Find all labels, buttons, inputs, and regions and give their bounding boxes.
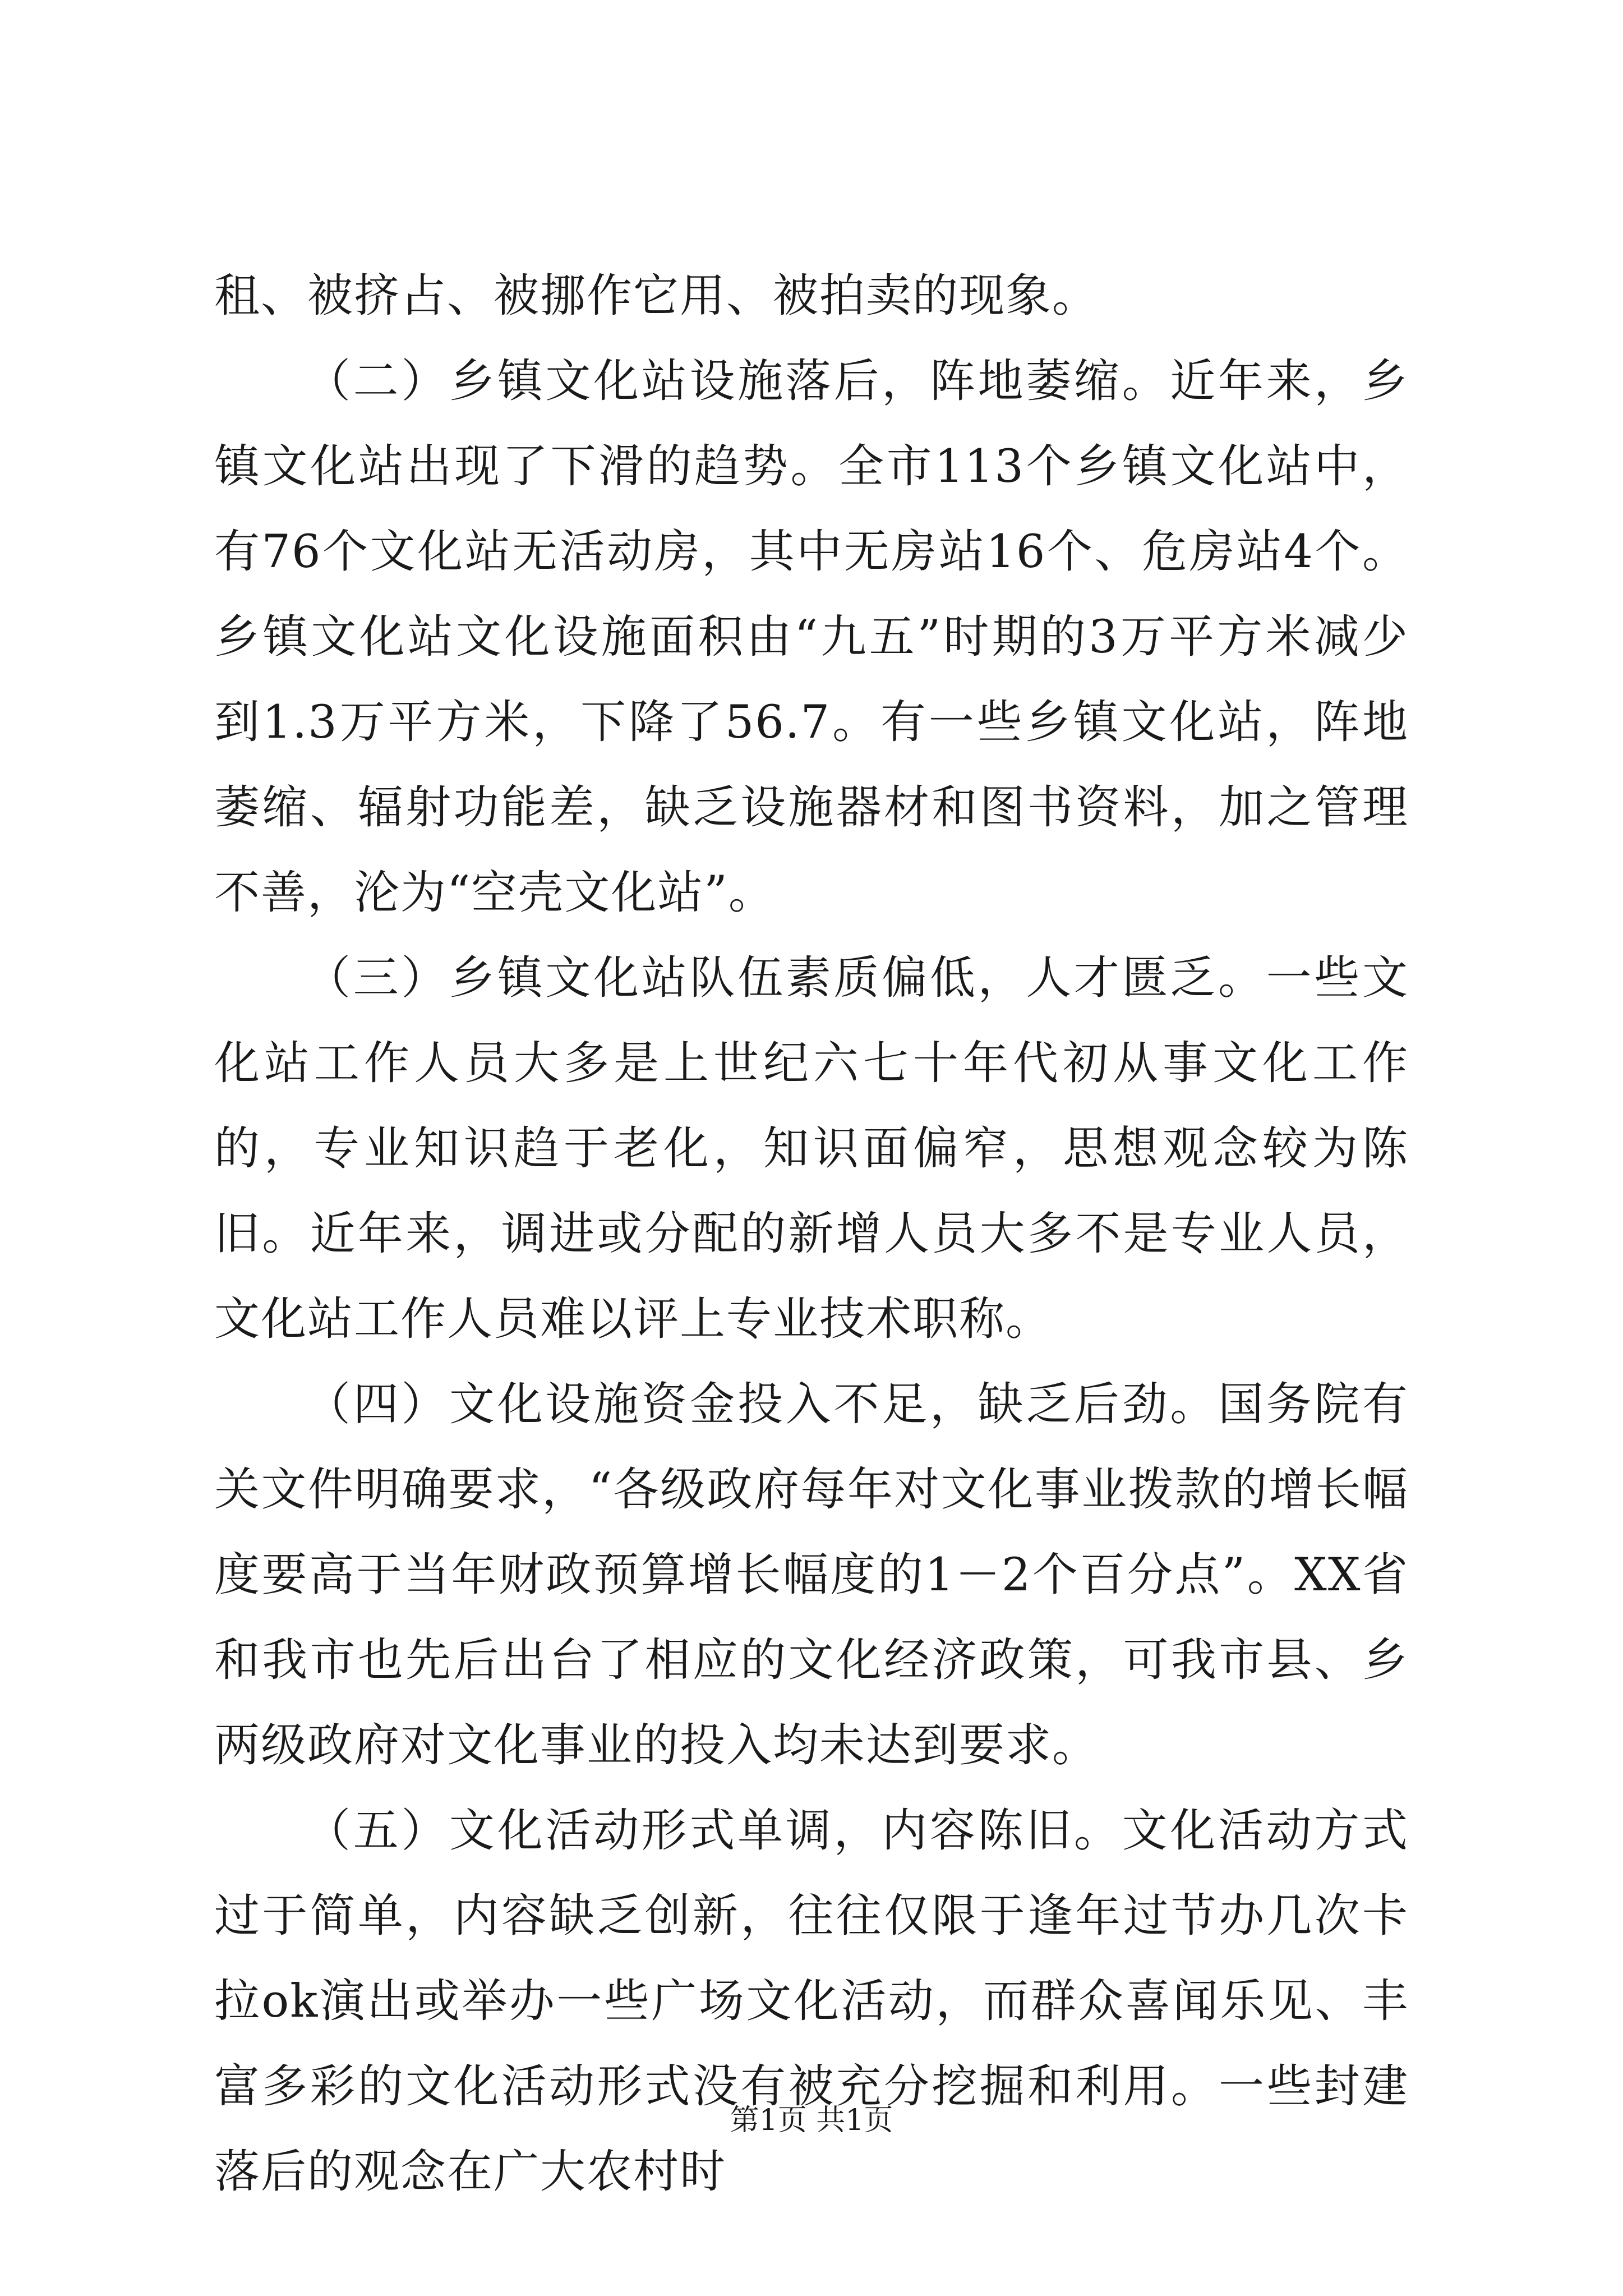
paragraph-section-5: （五）文化活动形式单调，内容陈旧。文化活动方式过于简单，内容缺乏创新，往往仅限于逢年过节办几次卡拉ok演出或举办一些广场文化活动，而群众喜闻乐见、丰富多彩的文化活动形式没有被充分挖掘和利用。一些封建落后的观念在广大农村时 bbox=[214, 1805, 1409, 2198]
document-body bbox=[214, 254, 1409, 2215]
paragraph-section-2: （二）乡镇文化站设施落后，阵地萎缩。近年来，乡镇文化站出现了下滑的趋势。全市113个乡镇文化站中，有76个文化站无活动房，其中无房站16个、危房站4个。乡镇文化站文化设施面积由“九五”时期的3万平方米减少到1.3万平方米，下降了56.7。有一些乡镇文化站，阵地萎缩、辐射功能差，缺乏设施器材和图书资料，加之管理不善，沦为“空壳文化站”。 bbox=[214, 355, 1409, 919]
page-footer bbox=[0, 2101, 1623, 2140]
paragraph-section-3: （三）乡镇文化站队伍素质偏低，人才匮乏。一些文化站工作人员大多是上世纪六七十年代初从事文化工作的，专业知识趋于老化，知识面偏窄，思想观念较为陈旧。近年来，调进或分配的新增人员大多不是专业人员，文化站工作人员难以评上专业技术职称。 bbox=[214, 952, 1409, 1346]
paragraph-continuation: 租、被挤占、被挪作它用、被拍卖的现象。 bbox=[214, 270, 1099, 323]
paragraph-section-4: （四）文化设施资金投入不足，缺乏后劲。国务院有关文件明确要求，“各级政府每年对文化事业拨款的增长幅度要高于当年财政预算增长幅度的1－2个百分点”。XX省和我市也先后出台了相应的文化经济政策，可我市县、乡两级政府对文化事业的投入均未达到要求。 bbox=[214, 1378, 1409, 1772]
page-number-label: 第1页 共1页 bbox=[730, 2104, 893, 2137]
